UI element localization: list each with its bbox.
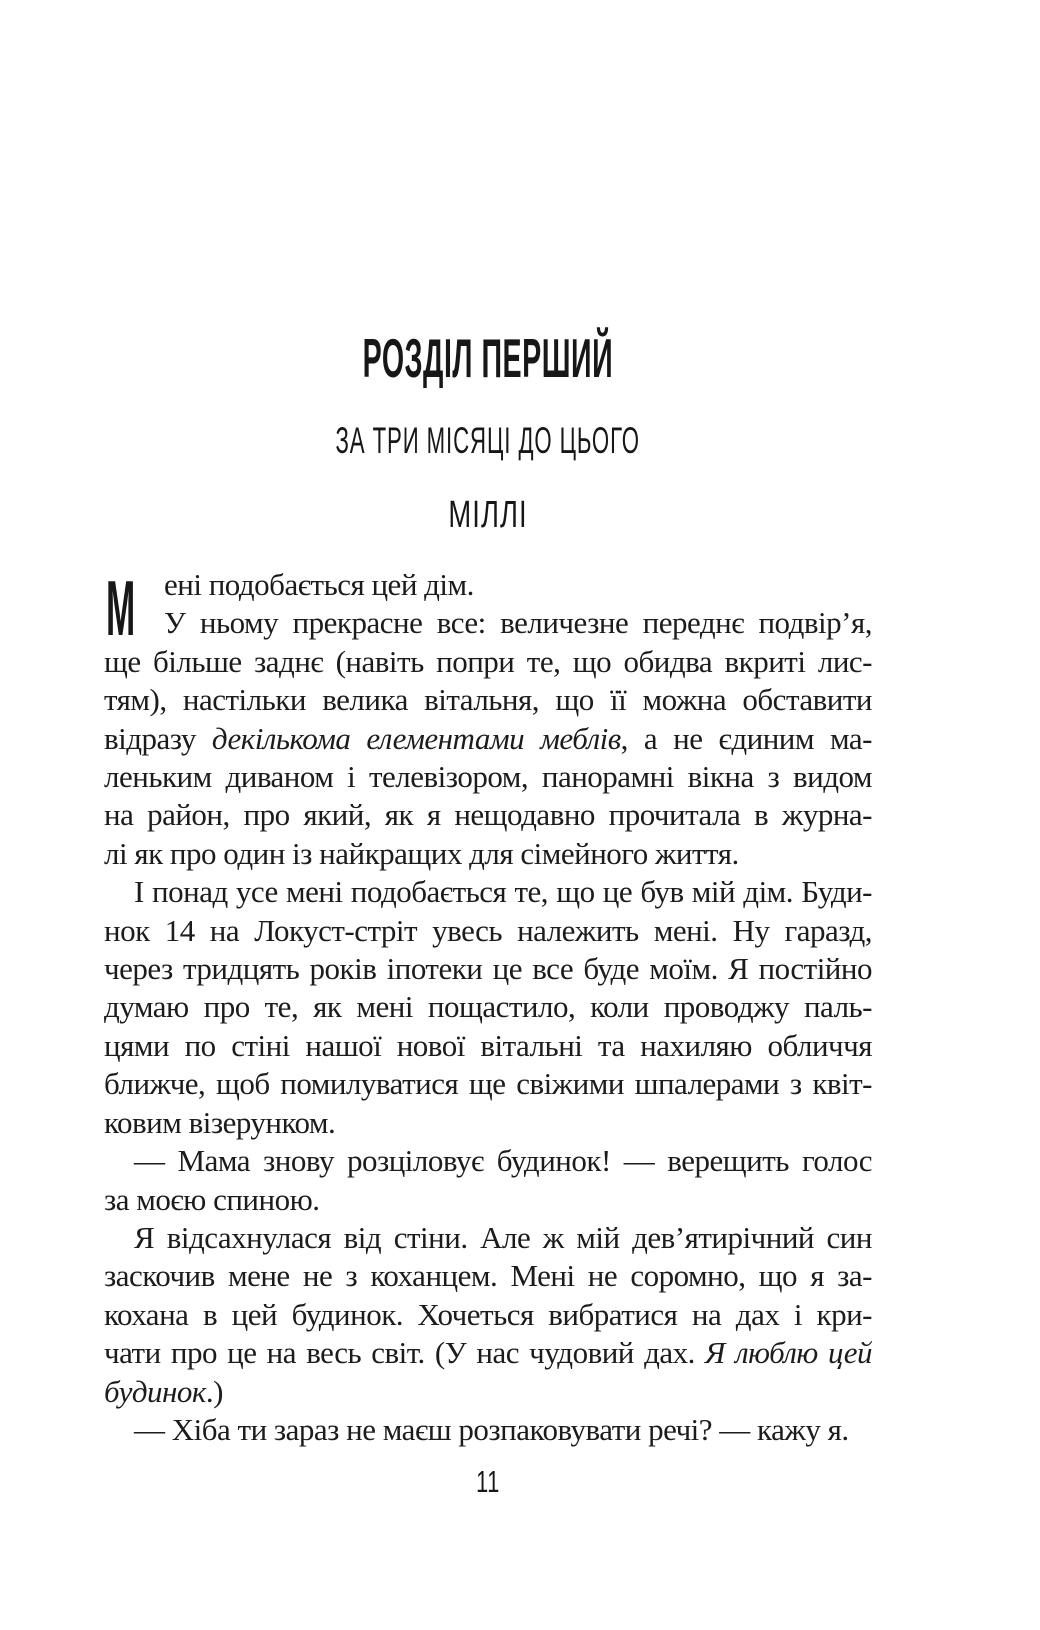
body-line-segment: леньким диваном і телевізором, панорамні вікна з видом (104, 759, 872, 795)
body-line-segment: — Мама знову розціловує будинок! — верещить голос (134, 1143, 872, 1179)
body-line (104, 1296, 872, 1334)
body-line-segment: думаю про те, як мені пощастило, коли проводжу паль- (104, 989, 872, 1025)
body-line (104, 643, 872, 681)
body-line-segment: , а не єдиним ма- (620, 720, 872, 756)
body-line (104, 912, 872, 950)
body-line (104, 1181, 872, 1219)
body-line-segment: ені подобається цей дім. (164, 567, 474, 602)
body-line-segment: відразу (104, 720, 212, 756)
body-line-segment: тям), настільки велика вітальня, що її можна обставити (104, 682, 872, 718)
folio-row (104, 1462, 872, 1502)
body-line-segment: ще більше заднє (навіть попри те, що обидва вкриті лис- (104, 643, 872, 679)
body-line (104, 835, 872, 873)
body-line-segment: Я відсахнулася від стіни. Але ж мій дев’ятирічний син (134, 1219, 872, 1255)
body-line (104, 1142, 872, 1180)
body-line-segment: кохана в цей будинок. Хочеться вибратися на дах і кри- (104, 1296, 872, 1332)
body-line (104, 1373, 872, 1411)
body-line (104, 1334, 872, 1372)
chapter-title-row (104, 327, 872, 389)
body-line (104, 720, 872, 758)
body-line-segment: заскочив мене не з коханцем. Мені не соромно, що я за- (104, 1258, 872, 1294)
body-line (104, 1411, 872, 1449)
body-line (104, 566, 872, 604)
body-line-segment: нок 14 на Локуст-стріт увесь належить мені. Ну гаразд, (104, 912, 872, 948)
body-line-segment: ближче, щоб помилуватися ще свіжими шпалерами з квіт- (104, 1066, 872, 1102)
body-line (104, 1065, 872, 1103)
narrator-name: МІЛЛІ (448, 494, 528, 536)
chapter-title: РОЗДІЛ ПЕРШИЙ (362, 327, 614, 389)
body-line-segment-italic: Я люблю цей (705, 1335, 872, 1371)
narrator-row (104, 495, 872, 535)
body-line (104, 758, 872, 796)
body-line (104, 681, 872, 719)
body-line-segment: на район, про який, як я нещодавно прочитала в журна- (104, 797, 872, 833)
body-line (104, 873, 872, 911)
body-line-segment: за моєю спиною. (104, 1181, 320, 1217)
body-line-segment-italic: декількома елементами меблів (211, 720, 621, 756)
body-line-segment: І понад усе мені подобається те, що це був мій дім. Буди- (134, 874, 872, 910)
body-line (104, 988, 872, 1026)
body-line-segment: лі як про один із найкращих для сімейного життя. (104, 835, 739, 871)
body-line-segment: чати про це на весь світ. (У нас чудовий дах. (104, 1335, 706, 1371)
body-line (104, 950, 872, 988)
body-line (104, 796, 872, 834)
chapter-subtitle: ЗА ТРИ МІСЯЦІ ДО ЦЬОГО (335, 420, 641, 461)
body-line-segment: ковим візерунком. (104, 1104, 336, 1140)
body-line (104, 1257, 872, 1295)
body-line-segment-italic: будинок (104, 1373, 206, 1409)
body-text (104, 566, 872, 1449)
body-line-segment: цями по стіні нашої нової вітальні та нахиляю обличчя (104, 1027, 872, 1063)
body-line (104, 1027, 872, 1065)
body-line-segment: У ньому прекрасне все: величезне переднє подвір’я, (164, 605, 872, 641)
body-line-segment: .) (205, 1373, 223, 1409)
chapter-subtitle-row (104, 421, 872, 461)
page-number: 11 (476, 1464, 500, 1499)
body-line-segment: — Хіба ти зараз не маєш розпаковувати речі? — кажу я. (134, 1411, 849, 1447)
drop-cap-letter: М (106, 564, 136, 652)
body-line-segment: через тридцять років іпотеки це все буде моїм. Я постійно (104, 951, 872, 987)
body-line (104, 604, 872, 642)
body-line (104, 1104, 872, 1142)
body-line (104, 1219, 872, 1257)
